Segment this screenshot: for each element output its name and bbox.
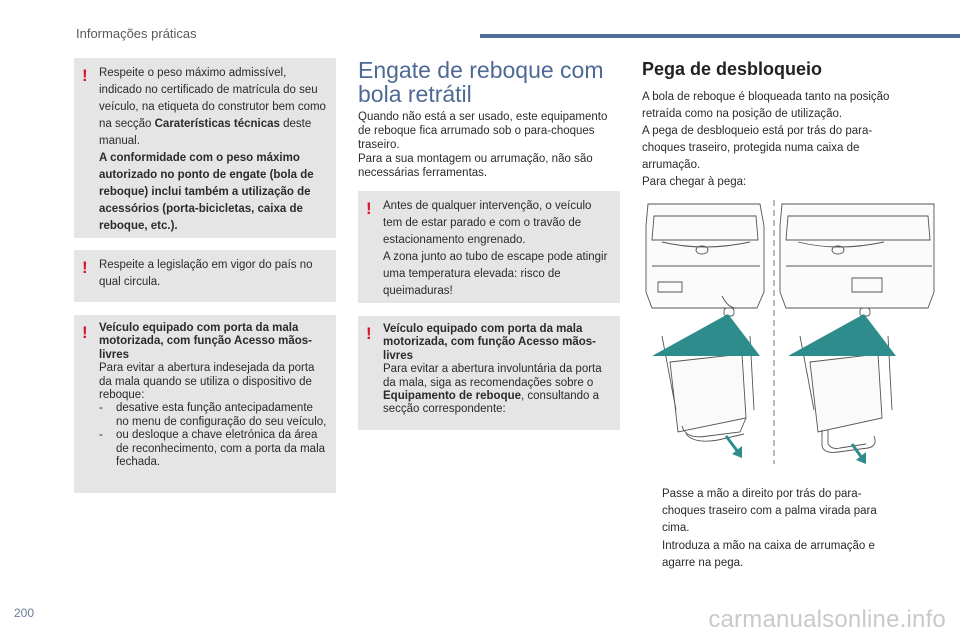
warning-icon: ! — [82, 258, 88, 277]
warning-text-part: Respeite o peso máximo admissível, indicado no certificado de matrícula do seu veículo, na etiqueta do construtor bem como na secção — [99, 67, 326, 130]
list-item-text: Introduza a mão na caixa de arrumação e agarre na pega. — [662, 540, 875, 569]
warning-bold-text: A conformidade com o peso máximo autorizado no ponto de engate (bola de reboque) inclui também a utilização de acessórios (porta-bicicletas, caixa de reboque, etc.). — [99, 152, 314, 232]
paragraph — [642, 89, 912, 174]
warning-icon: ! — [82, 66, 88, 85]
warning-icon: ! — [82, 323, 88, 342]
warning-title — [383, 323, 612, 363]
list-item: - desative esta função antecipadamente no menu de configuração do seu veículo, — [99, 402, 327, 428]
title-line: Engate de reboque com — [358, 57, 604, 83]
warning-text — [383, 363, 612, 417]
section-reference: Caraterísticas técnicas — [154, 118, 280, 130]
warning-box-tailgate-middle — [358, 316, 620, 430]
intro-text: Quando não está a ser usado, este equipamento de reboque fica arrumado sob o para-choques traseiro. — [358, 111, 608, 151]
warning-icon: ! — [366, 324, 372, 343]
warning-text-part: deste manual. — [99, 118, 312, 147]
warning-title-text: Veículo equipado com porta da mala motorizada, com função Acesso mãos-livres — [383, 323, 597, 362]
header-rule — [480, 34, 960, 38]
warning-list — [99, 402, 328, 469]
intro-text: Para a sua montagem ou arrumação, não são necessárias ferramentas. — [358, 153, 593, 179]
list-item — [642, 486, 902, 537]
warning-title — [99, 322, 328, 362]
list-item-text: ou desloque a chave eletrónica da área de reconhecimento, com a porta da mala fechada. — [116, 429, 326, 469]
warning-text: Antes de qualquer intervenção, o veículo tem de estar parado e com o travão de estacionamento engrenado. — [383, 200, 592, 246]
warning-text: A zona junto ao tubo de escape pode atingir uma temperatura elevada: risco de queimaduras! — [383, 251, 608, 297]
intro-paragraph — [358, 110, 620, 180]
section-title-release-handle: Pega de desbloqueio — [642, 59, 823, 79]
warning-text-part: Para evitar a abertura involuntária da porta da mala, siga as recomendações sobre o — [383, 363, 602, 389]
paragraph-text: A bola de reboque é bloqueada tanto na posição retraída como na posição de utilização. — [642, 91, 890, 120]
list-item-text: desative esta função antecipadamente no menu de configuração do seu veículo, — [116, 402, 327, 428]
section-title-towbar — [358, 58, 604, 106]
warning-text: Para evitar a abertura indesejada da porta da mala quando se utiliza o dispositivo de reboque: — [99, 362, 315, 402]
warning-text — [99, 65, 328, 150]
instruction-list — [642, 486, 902, 573]
warning-box-parking — [358, 191, 620, 303]
warning-box-legislation — [74, 250, 336, 302]
list-item — [642, 538, 902, 572]
paragraph-text: A pega de desbloqueio está por trás do para-choques traseiro, protegida numa caixa de arrumação. — [642, 125, 873, 171]
towbar-release-illustration — [642, 196, 938, 468]
title-line: bola retrátil — [358, 81, 472, 107]
warning-bold-paragraph — [99, 150, 328, 235]
warning-title-text: Veículo equipado com porta da mala motorizada, com função Acesso mãos-livres — [99, 322, 313, 361]
list-item: - ou desloque a chave eletrónica da área de reconhecimento, com a porta da mala fechada. — [99, 429, 326, 469]
warning-box-tailgate — [74, 315, 336, 493]
warning-box-weight — [74, 58, 336, 238]
list-item-text: Passe a mão a direito por trás do para-choques traseiro com a palma virada para cima. — [662, 488, 877, 534]
page-number: 200 — [14, 606, 35, 620]
section-reference: Equipamento de reboque — [383, 390, 522, 403]
watermark: carmanualsonline.info — [708, 606, 946, 633]
header-title: Informações práticas — [76, 26, 197, 41]
warning-text: Respeite a legislação em vigor do país no qual circula. — [99, 259, 313, 288]
paragraph-reach: Para chegar à pega: — [642, 176, 747, 188]
warning-icon: ! — [366, 199, 372, 218]
warning-text-part: , consultando a secção correspondente: — [383, 390, 600, 416]
